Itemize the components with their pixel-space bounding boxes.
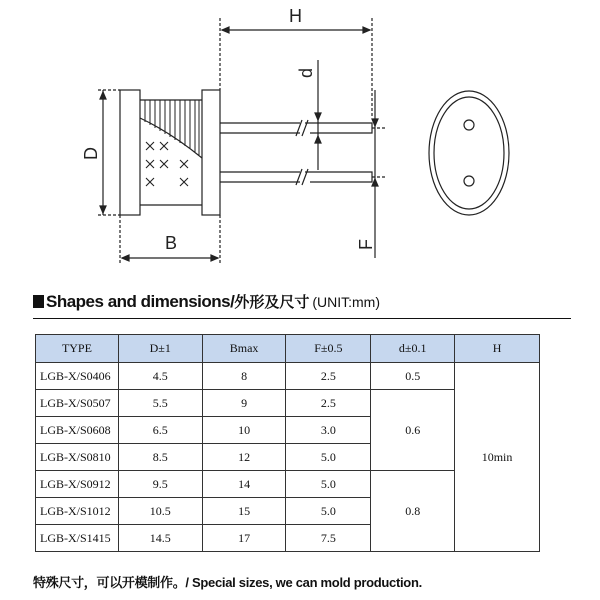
cell-f: 2.5	[286, 390, 371, 417]
heading-unit: (UNIT:mm)	[312, 294, 380, 310]
cell-type: LGB-X/S0406	[36, 363, 119, 390]
cell-bmax: 17	[202, 525, 286, 552]
cell-f: 5.0	[286, 444, 371, 471]
dim-label-d-lower: d	[296, 67, 316, 78]
cell-d-upper: 10.5	[118, 498, 202, 525]
cell-d-upper: 14.5	[118, 525, 202, 552]
table-header-row	[36, 335, 540, 363]
cell-type: LGB-X/S0608	[36, 417, 119, 444]
table-row	[36, 363, 540, 390]
cell-d-upper: 8.5	[118, 444, 202, 471]
section-heading	[33, 291, 573, 317]
heading-title-cn: 外形及尺寸	[234, 294, 310, 311]
cell-f: 5.0	[286, 498, 371, 525]
header-d-upper: D±1	[118, 335, 202, 363]
cell-bmax: 9	[202, 390, 286, 417]
header-h: H	[455, 335, 540, 363]
left-flange	[120, 90, 140, 215]
cell-f: 2.5	[286, 363, 371, 390]
cell-type: LGB-X/S1012	[36, 498, 119, 525]
cell-f: 7.5	[286, 525, 371, 552]
cell-bmax: 15	[202, 498, 286, 525]
cell-f: 3.0	[286, 417, 371, 444]
inductor-dimension-drawing	[0, 0, 600, 290]
cell-bmax: 12	[202, 444, 286, 471]
cell-type: LGB-X/S0507	[36, 390, 119, 417]
end-view	[429, 91, 509, 215]
cell-f: 5.0	[286, 471, 371, 498]
cell-d-lower: 0.5	[371, 363, 455, 390]
heading-square-bullet	[33, 295, 44, 308]
cell-d-upper: 5.5	[118, 390, 202, 417]
right-flange	[202, 90, 220, 215]
cell-d-upper: 9.5	[118, 471, 202, 498]
header-f: F±0.5	[286, 335, 371, 363]
cell-bmax: 8	[202, 363, 286, 390]
heading-underline	[33, 318, 571, 319]
cell-d-lower: 0.6	[371, 390, 455, 471]
special-sizes-note: 特殊尺寸，可以开模制作。/ Special sizes, we can mold production.	[33, 575, 422, 590]
heading-title-en: Shapes and dimensions/	[46, 292, 235, 311]
cell-d-upper: 4.5	[118, 363, 202, 390]
cell-d-upper: 6.5	[118, 417, 202, 444]
dimensions-table	[35, 334, 540, 552]
dim-label-f: F	[356, 239, 376, 250]
header-type: TYPE	[36, 335, 119, 363]
cell-d-lower: 0.8	[371, 471, 455, 552]
lead-wires	[220, 120, 372, 185]
header-bmax: Bmax	[202, 335, 286, 363]
cell-type: LGB-X/S1415	[36, 525, 119, 552]
cell-type: LGB-X/S0810	[36, 444, 119, 471]
cell-bmax: 14	[202, 471, 286, 498]
cell-h: 10min	[455, 363, 540, 552]
dim-label-h: H	[289, 6, 302, 26]
dim-label-b: B	[165, 233, 178, 253]
cell-bmax: 10	[202, 417, 286, 444]
header-d-lower: d±0.1	[371, 335, 455, 363]
dim-label-d-upper: D	[81, 147, 101, 160]
cell-type: LGB-X/S0912	[36, 471, 119, 498]
